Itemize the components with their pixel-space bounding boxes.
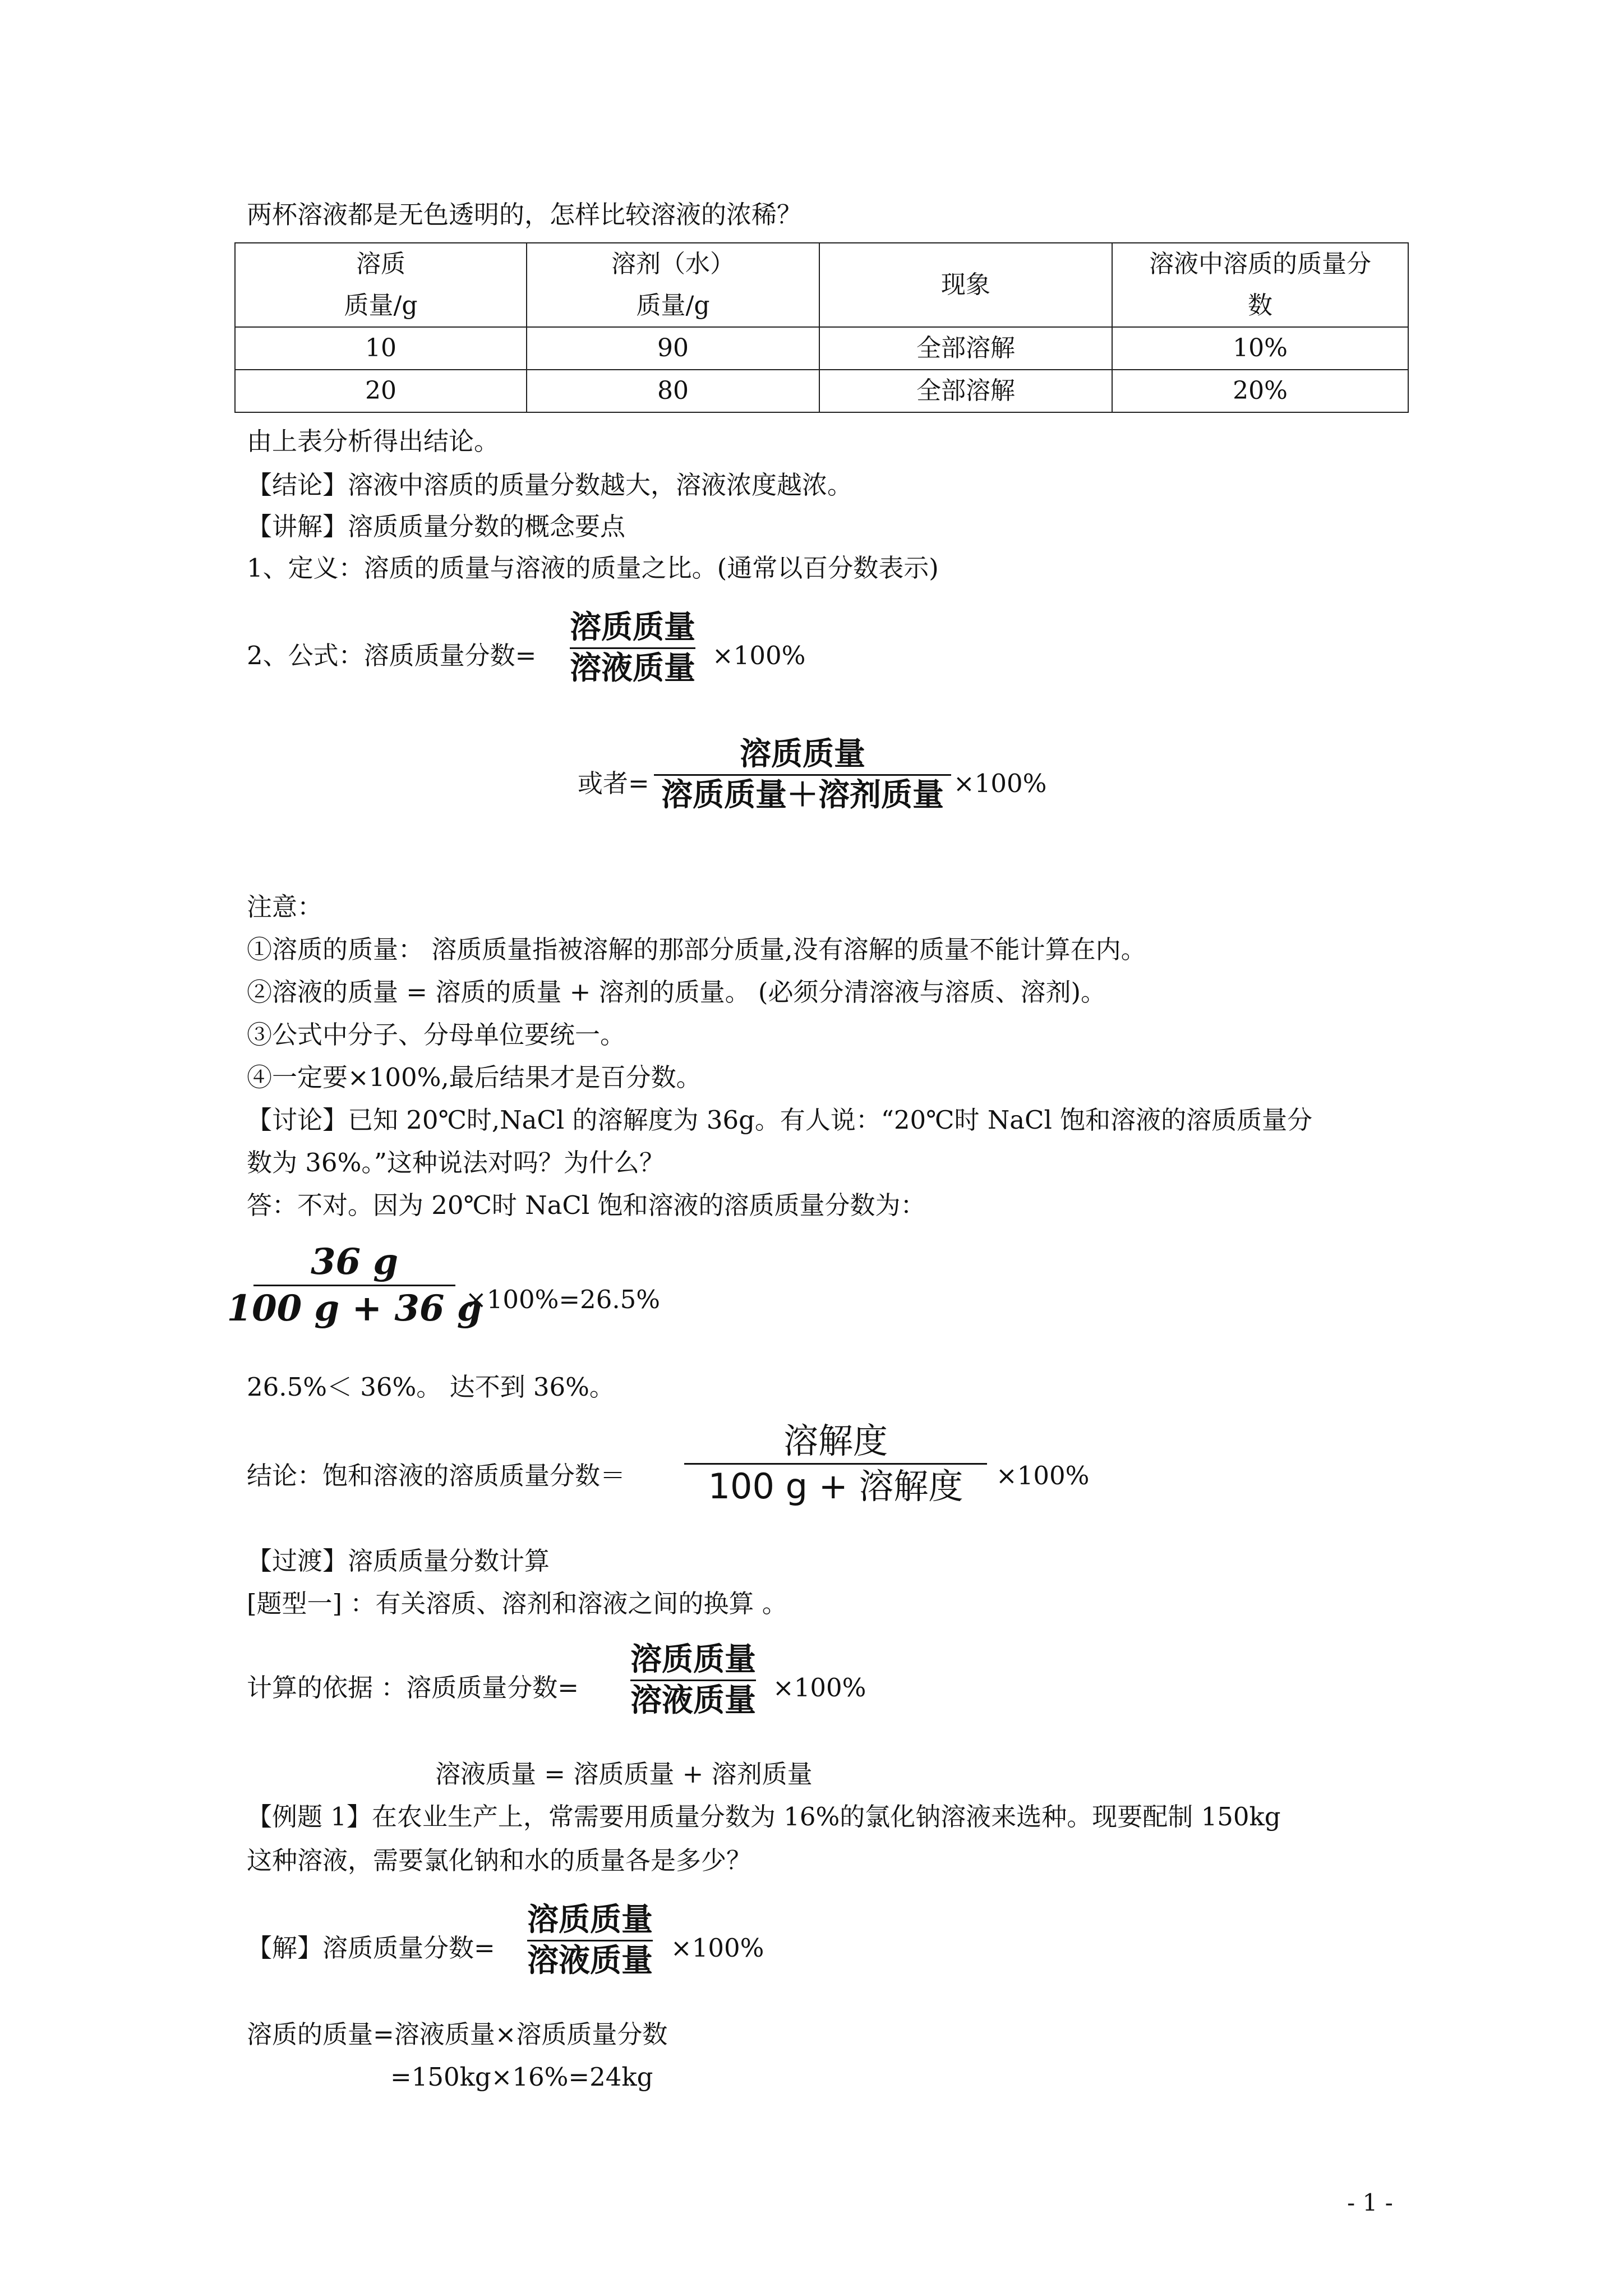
type-one-line: [题型一] ：有关溶质、溶剂和溶液之间的换算 。: [247, 1589, 787, 1618]
example-line-1: 【例题 1】在农业生产上，常需要用质量分数为 16%的氯化钠溶液来选种。现要配制 150kg: [247, 1802, 1281, 1832]
saturated-suffix: ×100%: [996, 1461, 1090, 1490]
calc-fraction: [227, 1240, 482, 1331]
fraction-numerator: 溶解度: [783, 1420, 888, 1461]
header-mass-fraction: 溶液中溶质的质量分 数: [1112, 243, 1408, 327]
table-row: [235, 370, 1408, 412]
table-cell: 10%: [1112, 327, 1408, 370]
table-header-row: [235, 243, 1408, 327]
solve-fraction: [527, 1901, 653, 1981]
note-item-4: ④一定要×100%,最后结果才是百分数。: [247, 1062, 702, 1092]
basis-label: 计算的依据 ：溶质质量分数=: [247, 1673, 579, 1703]
comparison-table: [234, 242, 1409, 413]
fraction-denominator: 溶液质量: [570, 650, 695, 687]
note-title: 注意：: [247, 892, 323, 922]
note-item-2: ②溶液的质量 = 溶质的质量 + 溶剂的质量。 (必须分清溶液与溶质、溶剂)。: [247, 977, 1106, 1007]
basis-fraction: [630, 1640, 756, 1720]
fraction-denominator: 溶液质量: [527, 1943, 653, 1979]
fraction-numerator: 溶质质量: [630, 1641, 756, 1678]
table-cell: 10: [235, 327, 527, 370]
fraction-denominator: 100 g + 36 g: [227, 1287, 482, 1329]
fraction-denominator: 溶液质量: [630, 1682, 756, 1719]
fraction-numerator: 溶质质量: [570, 609, 695, 646]
header-solute: 溶质 质量/g: [235, 243, 527, 327]
table-row: [235, 327, 1408, 370]
table-cell: 全部溶解: [819, 327, 1112, 370]
solution-mass-line: 溶液质量 = 溶质质量 + 溶剂质量: [435, 1759, 813, 1789]
calc-result: ×100%=26.5%: [465, 1285, 661, 1314]
example-line-2: 这种溶液，需要氯化钠和水的质量各是多少？: [247, 1846, 752, 1875]
solute-calc-line: =150kg×16%=24kg: [390, 2062, 653, 2092]
transition-line: 【过渡】溶质质量分数计算: [247, 1546, 550, 1576]
alt-formula-label: 或者=: [578, 769, 649, 798]
saturated-conclusion-label: 结论：饱和溶液的溶质质量分数＝: [247, 1461, 626, 1490]
lecture-line: 【讲解】溶质质量分数的概念要点: [247, 512, 626, 541]
basis-suffix: ×100%: [773, 1673, 866, 1703]
analysis-line: 由上表分析得出结论。: [247, 426, 500, 456]
solute-mass-line: 溶质的质量=溶液质量×溶质质量分数: [247, 2019, 668, 2049]
alt-formula-fraction: [654, 735, 951, 815]
definition-line: 1、定义：溶质的质量与溶液的质量之比。(通常以百分数表示): [247, 553, 939, 583]
intro-question: 两杯溶液都是无色透明的，怎样比较溶液的浓稀？: [247, 200, 803, 229]
table-cell: 20: [235, 370, 527, 412]
table-cell: 90: [527, 327, 819, 370]
answer-line: 答：不对。因为 20℃时 NaCl 饱和溶液的溶质质量分数为：: [247, 1190, 926, 1220]
note-item-3: ③公式中分子、分母单位要统一。: [247, 1020, 626, 1050]
formula-suffix: ×100%: [712, 641, 806, 670]
solve-suffix: ×100%: [671, 1933, 764, 1963]
table-cell: 全部溶解: [819, 370, 1112, 412]
header-phenomenon: 现象: [819, 243, 1112, 327]
solve-label: 【解】溶质质量分数=: [247, 1933, 495, 1963]
page-number: - 1 -: [1347, 2189, 1393, 2216]
table-cell: 80: [527, 370, 819, 412]
formula-fraction: [570, 608, 695, 688]
compare-line: 26.5%＜ 36%。 达不到 36%。: [247, 1372, 615, 1402]
note-item-1: ①溶质的质量： 溶质质量指被溶解的那部分质量,没有溶解的质量不能计算在内。: [247, 935, 1146, 964]
fraction-numerator: 溶质质量: [527, 1902, 653, 1938]
header-solvent: 溶剂（水） 质量/g: [527, 243, 819, 327]
discussion-line-1: 【讨论】已知 20℃时,NaCl 的溶解度为 36g。有人说：“20℃时 NaCl 饱和溶液的溶质质量分: [247, 1105, 1313, 1135]
alt-formula-suffix: ×100%: [953, 769, 1047, 798]
saturated-fraction: [684, 1419, 987, 1508]
fraction-numerator: 溶质质量: [740, 736, 865, 772]
discussion-line-2: 数为 36%。”这种说法对吗？为什么？: [247, 1148, 665, 1177]
fraction-denominator: 100 g + 溶解度: [708, 1465, 963, 1507]
fraction-numerator: 36 g: [310, 1241, 399, 1283]
fraction-denominator: 溶质质量＋溶剂质量: [661, 777, 944, 813]
table-cell: 20%: [1112, 370, 1408, 412]
formula-label: 2、公式：溶质质量分数=: [247, 641, 537, 670]
conclusion-line: 【结论】溶液中溶质的质量分数越大，溶液浓度越浓。: [247, 470, 853, 500]
